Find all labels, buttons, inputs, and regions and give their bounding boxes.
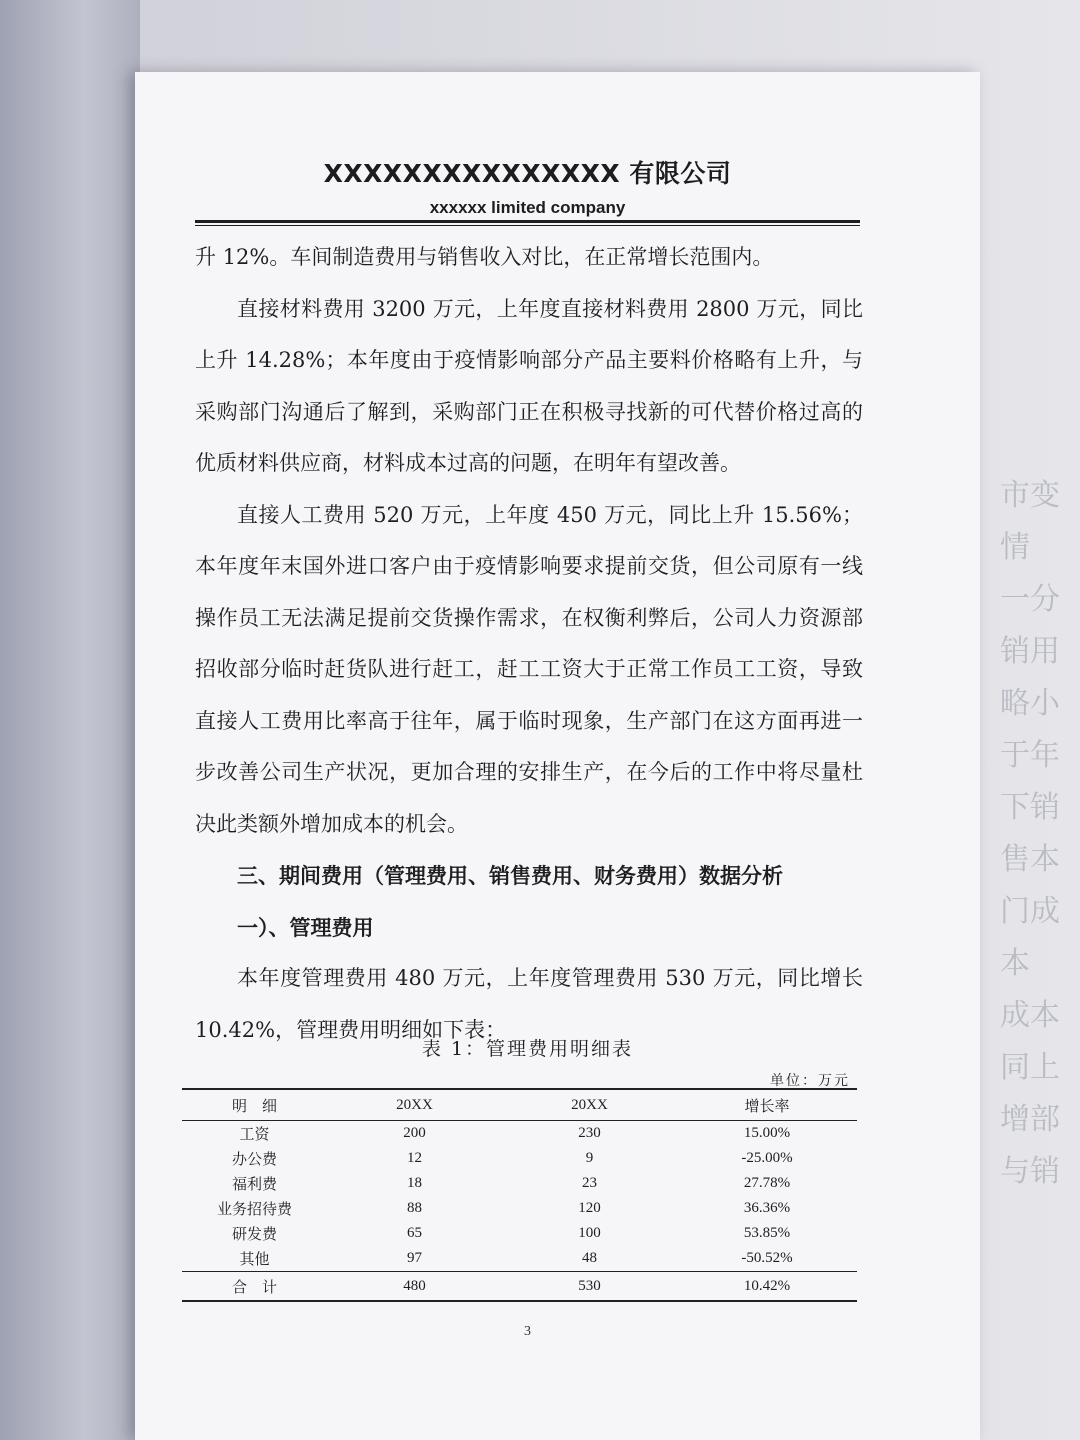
cell-item: 业务招待费 bbox=[216, 1202, 292, 1218]
total-value: 480 bbox=[327, 1272, 502, 1302]
cell-value: 18 bbox=[407, 1175, 422, 1191]
table-row bbox=[182, 1121, 857, 1147]
table-unit: 单位：万元 bbox=[770, 1073, 850, 1089]
section-title: 三、期间费用（管理费用、销售费用、财务费用）数据分析 bbox=[237, 863, 783, 888]
cell-item: 工资 bbox=[239, 1127, 270, 1143]
cell-value: 12 bbox=[407, 1150, 422, 1166]
underlying-page-edge bbox=[0, 0, 140, 1440]
paragraph-1: 升 12%。车间制造费用与销售收入对比，在正常增长范围内。 bbox=[195, 245, 774, 269]
header-year-2: 20XX bbox=[502, 1089, 677, 1121]
table-row bbox=[182, 1221, 857, 1246]
body-text bbox=[195, 232, 863, 1056]
company-name-en: xxxxxx limited company bbox=[429, 198, 626, 217]
total-value: 530 bbox=[502, 1272, 677, 1302]
cell-growth: -50.52% bbox=[741, 1250, 793, 1266]
table-caption: 表 1：管理费用明细表 bbox=[421, 1038, 634, 1060]
header-year-1: 20XX bbox=[327, 1089, 502, 1121]
cell-item: 办公费 bbox=[231, 1152, 277, 1168]
cell-value: 97 bbox=[407, 1250, 422, 1266]
admin-expense-table bbox=[182, 1088, 857, 1302]
table-row bbox=[182, 1171, 857, 1196]
table-row bbox=[182, 1246, 857, 1272]
document-page bbox=[135, 72, 980, 1440]
cell-value: 230 bbox=[578, 1125, 601, 1141]
cell-value: 120 bbox=[578, 1200, 601, 1216]
header-item: 明 细 bbox=[182, 1089, 327, 1121]
cell-value: 9 bbox=[585, 1150, 594, 1166]
table-row bbox=[182, 1146, 857, 1171]
table-header-row bbox=[182, 1089, 857, 1121]
table-total-row bbox=[182, 1272, 857, 1302]
underlying-page-text: 市变情 一分销用 略小于年 下销售本 门成本 成本同上 增部与销 bbox=[1000, 478, 1060, 1189]
cell-value: 200 bbox=[403, 1125, 426, 1141]
table-row bbox=[182, 1196, 857, 1221]
total-label: 合 计 bbox=[182, 1272, 327, 1302]
page-number: 3 bbox=[524, 1324, 531, 1339]
cell-value: 23 bbox=[582, 1175, 597, 1191]
cell-growth: 15.00% bbox=[743, 1125, 791, 1141]
cell-growth: 27.78% bbox=[743, 1175, 791, 1191]
admin-expense-paragraph: 本年度管理费用 480 万元，上年度管理费用 530 万元，同比增长10.42%，管理费用明细如下表： bbox=[195, 966, 863, 1042]
page-header bbox=[195, 154, 860, 218]
header-growth: 增长率 bbox=[677, 1089, 857, 1121]
cell-value: 100 bbox=[578, 1225, 601, 1241]
cell-growth: -25.00% bbox=[741, 1150, 793, 1166]
cell-value: 88 bbox=[407, 1200, 422, 1216]
cell-value: 65 bbox=[407, 1225, 422, 1241]
cell-value: 48 bbox=[582, 1250, 597, 1266]
cell-growth: 53.85% bbox=[743, 1225, 791, 1241]
paragraph-3: 直接人工费用 520 万元，上年度 450 万元，同比上升 15.56%；本年度年末国外进口客户由于疫情影响要求提前交货，但公司原有一线操作员工无法满足提前交货操作需求，在权衡利弊后，公司人力资源部招收部分临时赶货队进行赶工，赶工工资大于正常工作员工工资，导致直接人工费用比率高于往年，属于临时现象，生产部门在这方面再进一步改善公司生产状况，更加合理的安排生产，在今后的工作中将尽量杜决此类额外增加成本的机会。 bbox=[195, 502, 863, 836]
cell-item: 研发费 bbox=[231, 1227, 277, 1243]
paragraph-2: 直接材料费用 3200 万元，上年度直接材料费用 2800 万元，同比上升 14.28%；本年度由于疫情影响部分产品主要料价格略有上升，与采购部门沟通后了解到，采购部门正在积极寻找新的可代替价格过高的优质材料供应商，材料成本过高的问题，在明年有望改善。 bbox=[195, 296, 863, 475]
cell-growth: 36.36% bbox=[743, 1200, 791, 1216]
header-rule-thin bbox=[195, 225, 860, 226]
cell-item: 福利费 bbox=[231, 1177, 277, 1193]
header-rule-thick bbox=[195, 220, 860, 223]
cell-item: 其他 bbox=[239, 1252, 270, 1268]
total-growth: 10.42% bbox=[677, 1272, 857, 1302]
company-name-cn: XXXXXXXXXXXXXXX 有限公司 bbox=[323, 159, 732, 188]
sub-title: 一）、管理费用 bbox=[237, 914, 374, 940]
